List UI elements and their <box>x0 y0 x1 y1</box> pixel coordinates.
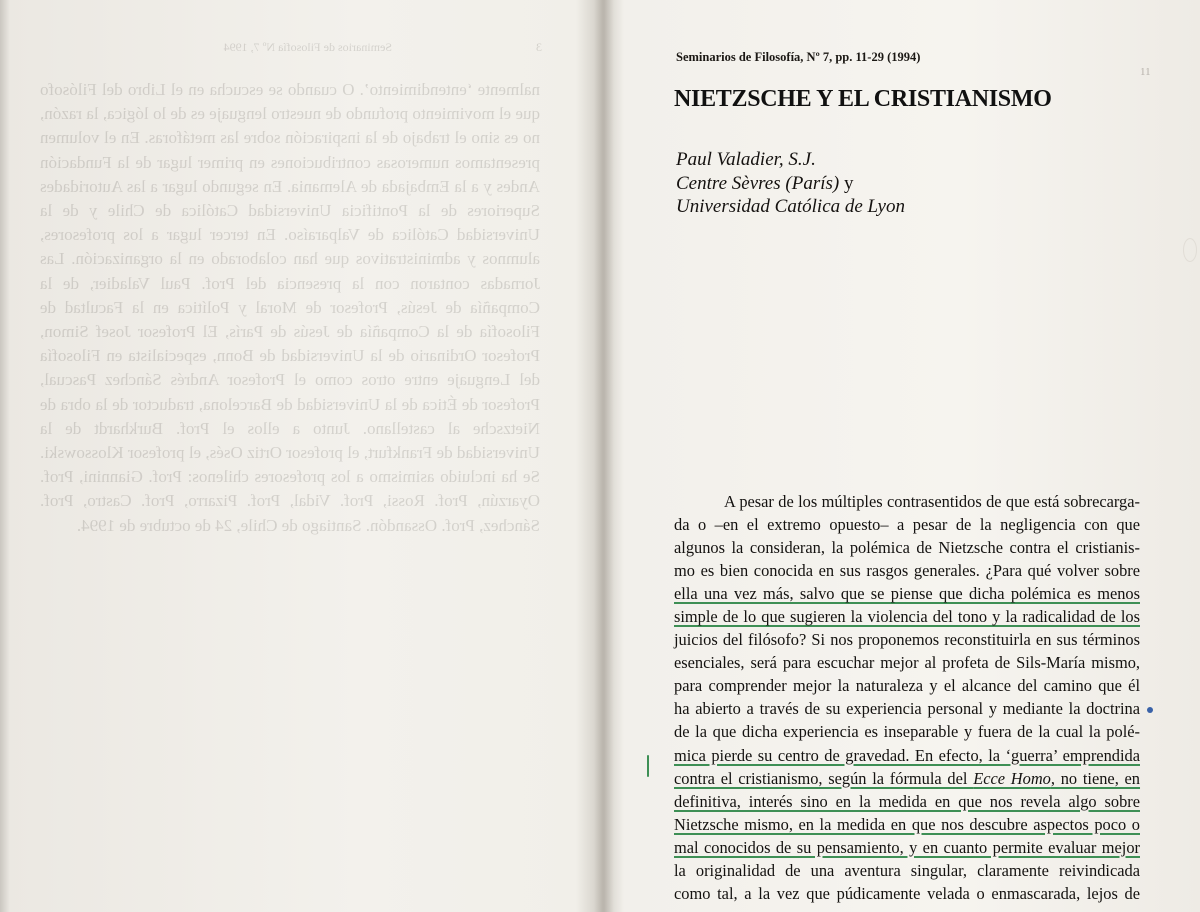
body-line-underlined: ella una vez más, salvo que se piense que dicha polémica es menos <box>674 584 1140 604</box>
author-name: Paul Valadier, S.J. <box>676 149 816 170</box>
body-line: A pesar de los múltiples contrasentidos de que está sobrecarga- <box>724 492 1140 511</box>
left-running-header <box>42 40 542 55</box>
author-affiliation-2: Universidad Católica de Lyon <box>676 196 905 217</box>
body-line: como tal, a la vez que púdicamente velada o enmascarada, lejos de <box>674 883 1140 903</box>
right-page <box>612 0 1200 912</box>
body-line: mo es bien conocida en sus rasgos generales. ¿Para qué volver sobre <box>674 561 1140 581</box>
left-page-number: 3 <box>536 40 542 54</box>
journal-name: Seminarios de Filosofía, Nº 7, pp. 11-29 <box>676 50 884 64</box>
body-line: para comprender mejor la naturaleza y el alcance del camino que él <box>674 676 1140 696</box>
author-affiliation-1: Centre Sèvres (París) <box>676 172 840 194</box>
journal-reference <box>676 50 920 65</box>
body-line: algunos la consideran, la polémica de Nietzsche contra el cristianis- <box>674 538 1140 558</box>
pen-margin-tick <box>647 755 649 777</box>
author-byline <box>676 148 905 219</box>
body-line-underlined: mica pierde su centro de gravedad. En efecto, la ‘guerra’ emprendida <box>674 745 1140 765</box>
article-body <box>674 490 1140 905</box>
article-title: NIETZSCHE Y EL CRISTIANISMO <box>674 86 1052 112</box>
body-line-underlined: simple de lo que sugieren la violencia del tono y la radicalidad de los <box>674 607 1140 627</box>
body-line-underlined: definitiva, interés sino en la medida en que nos revela algo sobre <box>674 791 1140 811</box>
book-gutter <box>594 0 614 912</box>
pen-dot-mark <box>1147 707 1153 713</box>
author-affiliation-1-row <box>676 172 905 196</box>
body-line: ha abierto a través de su experiencia personal y mediante la doctrina <box>674 699 1140 719</box>
left-header-text: Seminarios de Filosofía Nº 7, 1994 <box>223 40 392 54</box>
body-line-underlined: contra el cristianismo, según la fórmula del Ecce Homo, no tiene, en <box>674 768 1141 788</box>
right-page-number: 11 <box>1140 66 1151 78</box>
page-edge-mark <box>1183 238 1197 262</box>
author-conjunction: y <box>843 172 854 194</box>
left-body-text: nalmente ‘entendimiento’. O cuando se escucha en el Libro del Filósofo que el movimiento profundo de nuestro lenguaje es de lo lógica, la razón, no es sino el trabajo de la inspiración sobre las metáforas. En el volumen presentamos numerosas contribuciones en primer lugar de la Fundación Andes y a la Embajada de Alemania. En segundo lugar a las Autoridades Superiores de la Pontificia Universidad Católica de Chile y de la Universidad Católica de Valparaíso. En tercer lugar a los profesores, alumnos y administrativos que han colaborado en la organización. Las Jornadas contaron con la presencia del Prof. Paul Valadier, de la Compañía de Jesús, Profesor de Moral y Política en la Facultad de Filosofía de la Compañía de Jesús de París, El Profesor Josef Simon, Profesor Ordinario de la Universidad de Bonn, especialista en Filosofía del Lenguaje entre otros como el Profesor Andrés Sánchez Pascual, Profesor de Ética de la Universidad de Barcelona, traductor de la obra de Nietzsche al castellano. Junto a ellos el Prof. Burkhardt de la Universidad de Frankfurt, el profesor Ortiz Osés, el profesor Klossowski. Se ha incluido asimismo a los profesores chilenos: Prof. Giannini, Prof. Oyarzún, Prof. Rossi, Prof. Vidal, Prof. Pizarro, Prof. Castro, Prof. Sánchez, Prof. Ossandón. Santiago de Chile, 24 de octubre de 1994. <box>40 80 540 535</box>
body-line-underlined: mal conocidos de su pensamiento, y en cuanto permite evaluar mejor <box>674 837 1140 857</box>
journal-year: (1994) <box>887 50 921 64</box>
body-line: de la que dicha experiencia es inseparable y fuera de la cual la polé- <box>674 722 1140 742</box>
body-line: da o –en el extremo opuesto– a pesar de la negligencia con que <box>674 515 1140 535</box>
body-line: esenciales, será para escuchar mejor al profeta de Sils-María mismo, <box>674 653 1140 673</box>
body-line-underlined: Nietzsche mismo, en la medida en que nos descubre aspectos poco o <box>674 814 1140 834</box>
body-line: juicios del filósofo? Si nos proponemos reconstituirla en sus términos <box>674 630 1140 650</box>
body-line: la originalidad de una aventura singular, claramente reivindicada <box>674 860 1140 880</box>
